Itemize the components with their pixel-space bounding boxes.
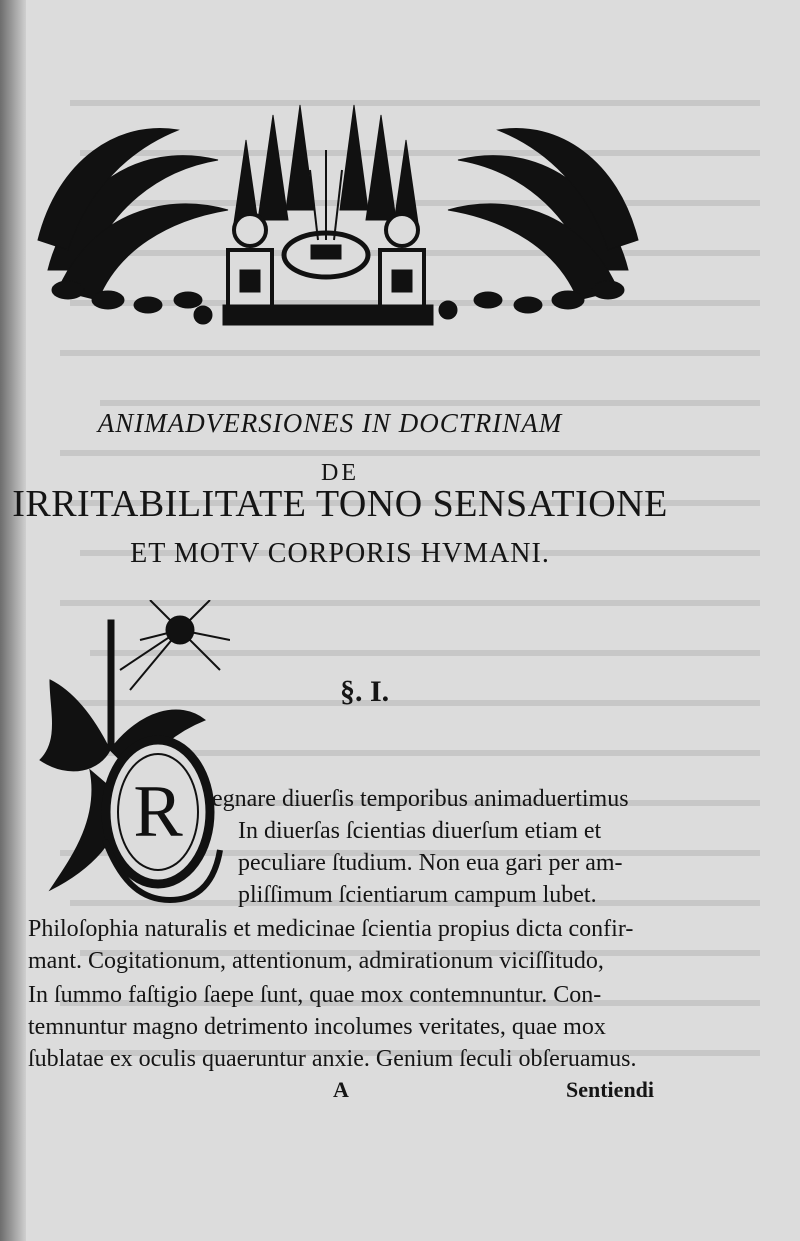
title-line-1: ANIMADVERSIONES IN DOCTRINAM — [97, 408, 563, 438]
body-line: egnare diuerſis temporibus animaduertimus — [212, 786, 629, 812]
body-line: In ſummo faſtigio ſaepe ſunt, quae mox contemnuntur. Con- — [28, 982, 602, 1008]
body-line: temnuntur magno detrimento incolumes veritates, quae mox — [28, 1014, 606, 1040]
body-line: ſublatae ex oculis quaeruntur anxie. Genium ſeculi obſeruamus. — [28, 1046, 637, 1072]
drop-cap-letter: R — [133, 771, 183, 853]
signature-mark: A — [333, 1077, 349, 1102]
book-spine-shadow — [0, 0, 26, 1241]
title-line-3: IRRITABILITATE TONO SENSATIONE — [12, 483, 668, 525]
body-line: Philoſophia naturalis et medicinae ſcientia propius dicta confir- — [28, 916, 634, 942]
title-line-4: ET MOTV CORPORIS HVMANI. — [130, 538, 550, 569]
body-line: pliſſimum ſcientiarum campum lubet. — [238, 882, 597, 908]
body-line: peculiare ſtudium. Non eua gari per am- — [238, 850, 623, 876]
catchword: Sentiendi — [566, 1077, 655, 1102]
headpiece-ornament — [28, 100, 648, 330]
body-line: In diuerſas ſcientias diuerſum etiam et — [238, 818, 602, 844]
body-line: mant. Cogitationum, attentionum, admirationum viciſſitudo, — [28, 948, 604, 974]
eagle-initial-vignette — [30, 600, 230, 905]
section-heading: §. I. — [340, 675, 390, 708]
title-line-2: DE — [321, 460, 359, 486]
